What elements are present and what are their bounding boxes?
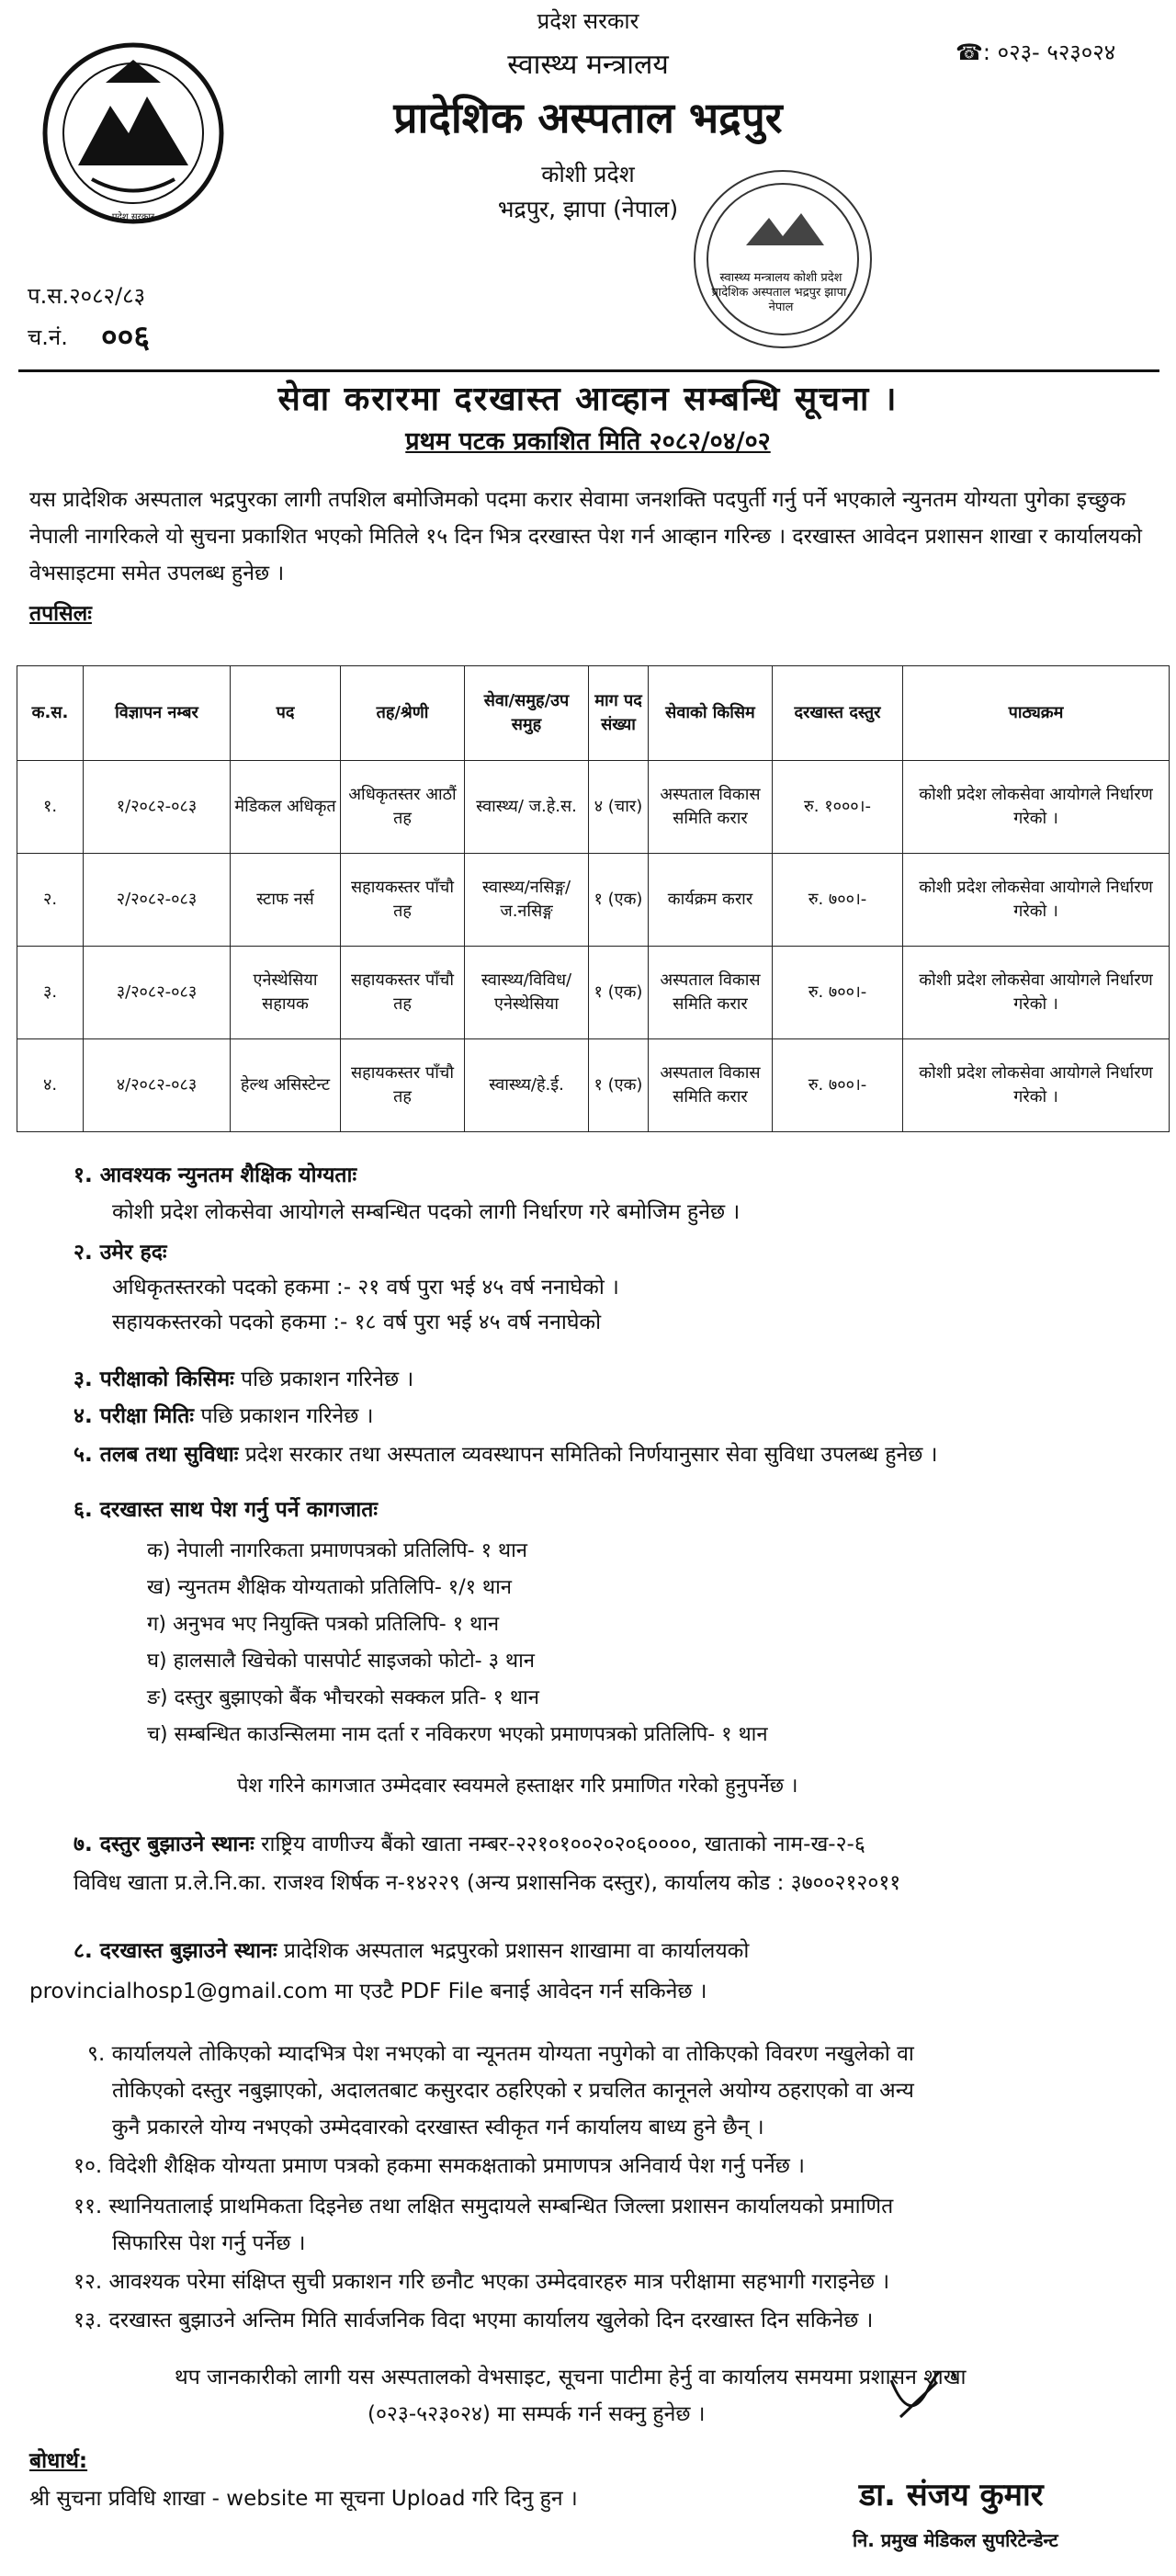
cell: रु. ७००।- <box>773 947 903 1039</box>
cell: अस्पताल विकास समिति करार <box>649 761 773 854</box>
req8-line2: provincialhosp1@gmail.com मा एउटै PDF File बनाई आवेदन गर्न सकिनेछ । <box>29 1980 707 2003</box>
cell: स्टाफ नर्स <box>231 854 341 947</box>
cell: १. <box>17 761 84 854</box>
cell: कोशी प्रदेश लोकसेवा आयोगले निर्धारण गरेको । <box>903 761 1170 854</box>
details-label: तपसिलः <box>29 602 92 626</box>
cell: अस्पताल विकास समिति करार <box>649 947 773 1039</box>
req2-title: २. उमेर हदः <box>74 1241 167 1265</box>
signature-icon <box>882 2371 965 2435</box>
cell: स्वास्थ्य/विविध/ एनेस्थेसिया <box>465 947 589 1039</box>
table-row <box>17 1039 1170 1132</box>
req11-b: सिफारिस पेश गर्नु पर्नेछ । <box>112 2231 306 2255</box>
req12: १२. आवश्यक परेमा संक्षिप्त सुची प्रकाशन गरि छनौट भएका उम्मेदवारहरु मात्र परीक्षामा सहभागी गराइनेछ । <box>74 2270 890 2294</box>
req13: १३. दरखास्त बुझाउने अन्तिम मिति सार्वजनिक विदा भएमा कार्यालय खुलेको दिन दरखास्त दिन सकिनेछ । <box>74 2309 874 2332</box>
contact-line2: (०२३-५२३०२४) मा सम्पर्क गर्न सक्नु हुनेछ । <box>368 2402 706 2426</box>
nepal-emblem <box>41 41 225 225</box>
list-item: ग) अनुभव भए नियुक्ति पत्रको प्रतिलिपि- १ थान <box>147 1613 500 1636</box>
col-adv-no: विज्ञापन नम्बर <box>84 666 231 761</box>
req10: १०. विदेशी शैक्षिक योग्यता प्रमाण पत्रको हकमा समकक्षताको प्रमाणपत्र अनिवार्य पेश गर्नु पर्नेछ । <box>74 2154 805 2178</box>
cell: सहायकस्तर पाँचौ तह <box>341 854 465 947</box>
notice-title: सेवा करारमा दरखास्त आव्हान सम्बन्धि सूचना । <box>277 380 899 418</box>
document-list <box>147 1533 1102 1753</box>
req11-a: ११. स्थानियतालाई प्राथमिकता दिइनेछ तथा लक्षित समुदायले सम्बन्धित जिल्ला प्रशासन कार्यालयको प्रमाणित <box>74 2195 894 2219</box>
header-divider <box>18 369 1159 372</box>
req7-account: राष्ट्रिय वाणीज्य बैंको खाता नम्बर-२२१०१००२०२०६००००, खाताको नाम-ख-२-६ <box>261 1833 865 1856</box>
table-row <box>17 761 1170 854</box>
col-level: तह/श्रेणी <box>341 666 465 761</box>
req5-title: ५. तलब तथा सुविधाः <box>74 1443 239 1467</box>
cn-label: च.नं. <box>28 324 68 350</box>
req3-text: पछि प्रकाशन गरिनेछ । <box>241 1367 414 1391</box>
hospital-heading: प्रादेशिक अस्पताल भद्रपुर <box>393 93 783 142</box>
cell: रु. १०००।- <box>773 761 903 854</box>
table-header-row <box>17 666 1170 761</box>
cell: १/२०८२-०८३ <box>84 761 231 854</box>
req8-place: प्रादेशिक अस्पताल भद्रपुरको प्रशासन शाखामा वा कार्यालयको <box>283 1939 750 1963</box>
req4-title: ४. परीक्षा मितिः <box>74 1404 195 1428</box>
req6-title: ६. दरखास्त साथ पेश गर्नु पर्ने कागजातः <box>74 1498 378 1522</box>
cell: सहायकस्तर पाँचौ तह <box>341 947 465 1039</box>
cell: अस्पताल विकास समिति करार <box>649 1039 773 1132</box>
col-service: सेवा/समुह/उप समुह <box>465 666 589 761</box>
table-row <box>17 947 1170 1039</box>
req2-assistant: सहायकस्तरको पदको हकमा :- १८ वर्ष पुरा भई ४५ वर्ष ननाघेको <box>112 1311 602 1334</box>
col-post: पद <box>231 666 341 761</box>
cell: सहायकस्तर पाँचौ तह <box>341 1039 465 1132</box>
cell: कोशी प्रदेश लोकसेवा आयोगले निर्धारण गरेको । <box>903 1039 1170 1132</box>
cell: एनेस्थेसिया सहायक <box>231 947 341 1039</box>
cell: ४/२०८२-०८३ <box>84 1039 231 1132</box>
cell: १ (एक) <box>589 1039 649 1132</box>
office-stamp <box>694 170 872 348</box>
gov-heading: प्रदेश सरकार <box>537 8 639 34</box>
info-label: बोधार्थ: <box>29 2449 88 2473</box>
col-count: माग पद संख्या <box>589 666 649 761</box>
address-heading: भद्रपुर, झापा (नेपाल) <box>497 196 679 222</box>
cell: रु. ७००।- <box>773 1039 903 1132</box>
cell: १ (एक) <box>589 947 649 1039</box>
cell: २/२०८२-०८३ <box>84 854 231 947</box>
col-type: सेवाको किसिम <box>649 666 773 761</box>
req7-line2: विविध खाता प्र.ले.नि.का. राजश्व शिर्षक न-१४२२९ (अन्य प्रशासनिक दस्तुर), कार्यालय कोड : ३७००२१२०११ <box>74 1871 901 1895</box>
req3-title: ३. परीक्षाको किसिमः <box>74 1367 234 1391</box>
list-item: च) सम्बन्धित काउन्सिलमा नाम दर्ता र नविकरण भएको प्रमाणपत्रको प्रतिलिपि- १ थान <box>147 1723 768 1746</box>
signer-name: डा. संजय कुमार <box>859 2477 1044 2514</box>
col-syllabus: पाठ्यक्रम <box>903 666 1170 761</box>
list-item: क) नेपाली नागरिकता प्रमाणपत्रको प्रतिलिपि- १ थान <box>147 1539 528 1562</box>
vacancy-table <box>17 665 1170 1132</box>
list-item: घ) हालसालै खिचेको पासपोर्ट साइजको फोटो- ३ थान <box>147 1650 536 1673</box>
cell: स्वास्थ्य/नसिङ्ग/ ज.नसिङ्ग <box>465 854 589 947</box>
req4-text: पछि प्रकाशन गरिनेछ । <box>200 1404 374 1428</box>
cell: १ (एक) <box>589 854 649 947</box>
stamp-text: स्वास्थ्य मन्त्रालय कोशी प्रदेश प्रादेशिक अस्पताल भद्रपुर झापा, नेपाल <box>711 271 851 314</box>
cell: रु. ७००।- <box>773 854 903 947</box>
cell: कोशी प्रदेश लोकसेवा आयोगले निर्धारण गरेको । <box>903 947 1170 1039</box>
intro-paragraph: यस प्रादेशिक अस्पताल भद्रपुरका लागी तपशिल बमोजिमको पदमा करार सेवामा जनशक्ति पदपुर्ती गर्नु पर्ने भएकाले न्युनतम योग्यता पुगेका इच्छुक नेपाली नागरिकले यो सुचना प्रकाशित भएको मितिले १५ दिन भित्र दरखास्त पेश गर्न आव्हान गरिन्छ । दरखास्त आवेदन प्रशासन शाखा र कार्यालयको वेभसाइटमा समेत उपलब्ध हुनेछ । <box>29 488 1142 585</box>
req9-a: ९. कार्यालयले तोकिएको म्यादभित्र पेश नभएको वा न्यूनतम योग्यता नपुगेको वा तोकिएको विवरण नखुलेको वा <box>87 2042 914 2066</box>
req8-title: ८. दरखास्त बुझाउने स्थानः <box>74 1939 277 1963</box>
req1-text: कोशी प्रदेश लोकसेवा आयोगले सम्बन्धित पदको लागी निर्धारण गरे बमोजिम हुनेछ । <box>112 1200 741 1224</box>
cell: ४. <box>17 1039 84 1132</box>
signature <box>882 2371 965 2435</box>
col-fee: दरखास्त दस्तुर <box>773 666 903 761</box>
req7-title: ७. दस्तुर बुझाउने स्थानः <box>74 1833 254 1856</box>
emblem-caption: प्रदेश सरकार <box>111 212 155 222</box>
ministry-heading: स्वास्थ्य मन्त्रालय <box>507 49 669 81</box>
req2-officer: अधिकृतस्तरको पदको हकमा :- २१ वर्ष पुरा भई ४५ वर्ष ननाघेको । <box>112 1276 619 1299</box>
province-heading: कोशी प्रदेश <box>541 161 635 187</box>
req6-note: पेश गरिने कागजात उम्मेदवार स्वयमले हस्ताक्षर गरि प्रमाणित गरेको हुनुपर्नेछ । <box>237 1775 798 1798</box>
contact-line1: थप जानकारीको लागी यस अस्पतालको वेभसाइट, सूचना पाटीमा हेर्नु वा कार्यालय समयमा प्रशासन शाखा <box>175 2366 967 2389</box>
phone-number: ☎: ०२३- ५२३०२४ <box>956 40 1116 65</box>
req9-b: तोकिएको दस्तुर नबुझाएको, अदालतबाट कसुरदार ठहरिएको र प्रचलित कानूनले अयोग्य ठहराएको वा अन्य <box>112 2079 914 2103</box>
cell: कोशी प्रदेश लोकसेवा आयोगले निर्धारण गरेको । <box>903 854 1170 947</box>
table-row <box>17 854 1170 947</box>
signer-title: नि. प्रमुख मेडिकल सुपरिटेन्डेन्ट <box>853 2529 1058 2551</box>
published-date: प्रथम पटक प्रकाशित मिति २०८२/०४/०२ <box>405 427 771 456</box>
req8-line1 <box>74 1935 749 1967</box>
info-text: श्री सुचना प्रविधि शाखा - website मा सूचना Upload गरि दिनु हुन । <box>29 2487 578 2511</box>
cell: स्वास्थ्य/ ज.हे.स. <box>465 761 589 854</box>
cell: अधिकृतस्तर आठौं तह <box>341 761 465 854</box>
req3 <box>74 1364 413 1395</box>
cell: ४ (चार) <box>589 761 649 854</box>
cn-value: ००६ <box>101 319 151 356</box>
list-item: ङ) दस्तुर बुझाएको बैंक भौचरको सक्कल प्रति- १ थान <box>147 1686 539 1709</box>
list-item: ख) न्युनतम शैक्षिक योग्यताको प्रतिलिपि- १/१ थान <box>147 1576 513 1599</box>
cell: २. <box>17 854 84 947</box>
req7-line1 <box>74 1829 865 1860</box>
cell: कार्यक्रम करार <box>649 854 773 947</box>
ps-number: प.स.२०८२/८३ <box>28 283 146 309</box>
cell: स्वास्थ्य/हे.ई. <box>465 1039 589 1132</box>
col-sn: क.स. <box>17 666 84 761</box>
req5-text: प्रदेश सरकार तथा अस्पताल व्यवस्थापन समितिको निर्णयानुसार सेवा सुविधा उपलब्ध हुनेछ । <box>244 1443 938 1467</box>
cell: मेडिकल अधिकृत <box>231 761 341 854</box>
req1-title: १. आवश्यक न्युनतम शैक्षिक योग्यताः <box>74 1163 357 1187</box>
emblem-icon <box>41 41 225 225</box>
stamp-icon <box>695 172 870 346</box>
req4 <box>74 1401 373 1432</box>
cell: हेल्थ असिस्टेन्ट <box>231 1039 341 1132</box>
req5 <box>74 1439 937 1470</box>
cell: ३. <box>17 947 84 1039</box>
cell: ३/२०८२-०८३ <box>84 947 231 1039</box>
req9-c: कुनै प्रकारले योग्य नभएको उम्मेदवारको दरखास्त स्वीकृत गर्न कार्यालय बाध्य हुने छैन् । <box>112 2116 764 2139</box>
